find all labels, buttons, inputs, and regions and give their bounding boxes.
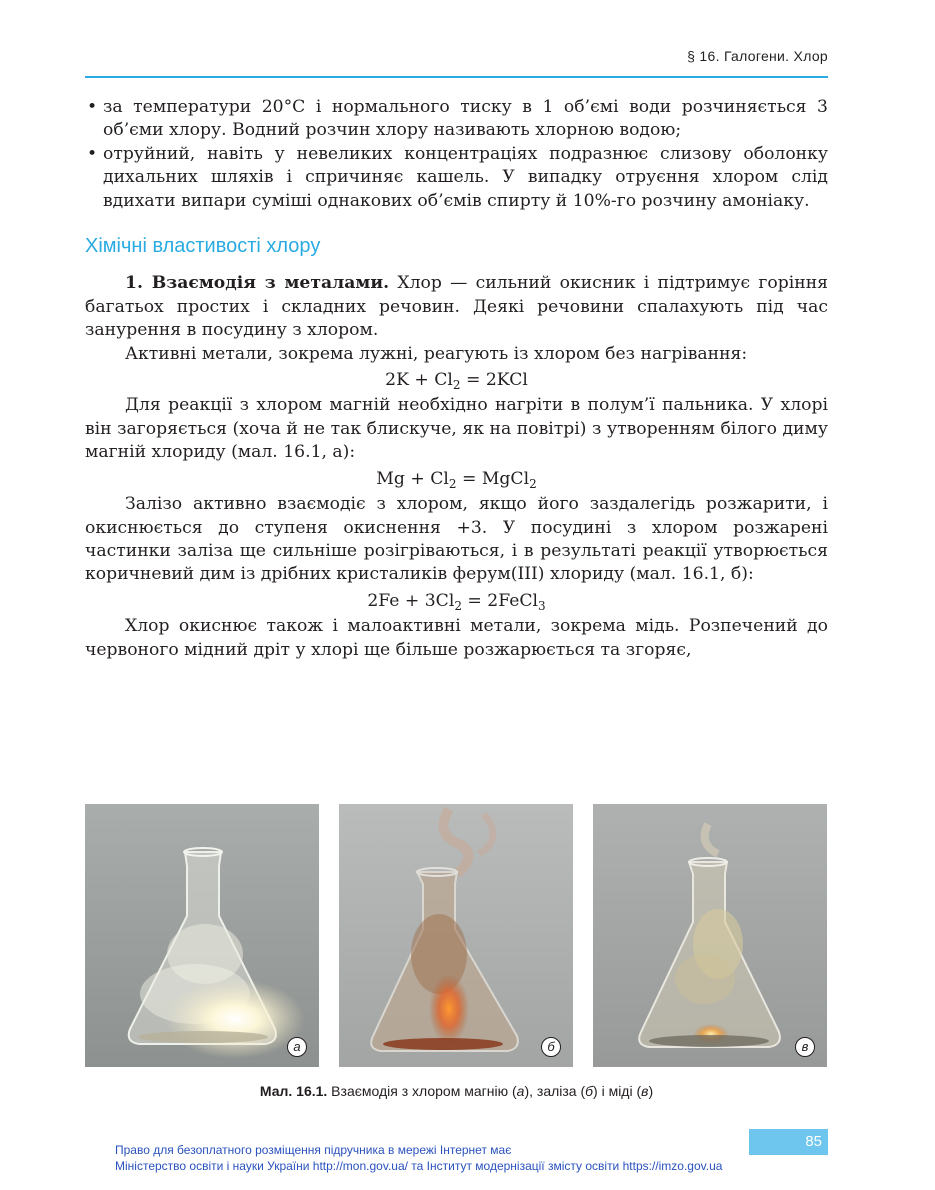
bullet-dot-icon: • xyxy=(87,97,98,117)
footer-line: Право для безоплатного розміщення підручника в мережі Інтернет має xyxy=(115,1143,512,1157)
photo-label: а xyxy=(287,1037,307,1057)
photo-label: в xyxy=(795,1037,815,1057)
paragraph xyxy=(85,272,828,342)
header-rule xyxy=(85,76,828,78)
section-title: Хімічні властивості хлору xyxy=(85,235,321,258)
flask-copper-icon xyxy=(593,804,827,1067)
footer-notice xyxy=(115,1142,722,1174)
equation: $Mg + Cl_2$ = MgCl$_2$ xyxy=(376,468,537,491)
photo-magnesium xyxy=(85,804,319,1067)
figure-caption: Мал. 16.1. Взаємодія з хлором магнію (а), заліза (б) і міді (в) xyxy=(259,1083,654,1099)
photo-copper xyxy=(593,804,827,1067)
flask-magnesium-icon xyxy=(85,804,319,1067)
figure-photos xyxy=(85,804,828,1067)
paragraph: Залізо активно взаємодіє з хлором, якщо його заздалегідь розжарити, і окиснюється до ступеня окиснення +3. У посудині з хлором розжарені частинки заліза ще сильніше розігріваються, і в результаті реакції утворюється коричневий дим із дрібних кристаликів ферум(ІІІ) хлориду (мал. 16.1, б): xyxy=(85,494,828,585)
bullet-item xyxy=(85,96,828,143)
paragraph: Для реакції з хлором магній необхідно нагріти в полум’ї пальника. У хлорі він загоряється (хоча й не так блискуче, як на повітрі) з утворенням білого диму магній хлориду (мал. 16.1, а): xyxy=(85,395,828,463)
paragraph: Хлор окиснює також і малоактивні метали, зокрема мідь. Розпечений до червоного мідний дріт у хлорі ще більше розжарюється та згоряє, xyxy=(85,616,828,660)
paragraph-lead: 1. Взаємодія з металами. xyxy=(125,273,390,294)
caption-number: Мал. 16.1. xyxy=(259,1083,328,1099)
equation: $2Fe + 3Cl_2$ = 2FeCl$_3$ xyxy=(367,590,546,613)
bullet-dot-icon: • xyxy=(87,143,98,164)
footer-line: Міністерство освіти і науки України http://mon.gov.ua/ та Інститут модернізації змісту освіти https://imzo.gov.ua xyxy=(115,1159,723,1173)
photo-iron xyxy=(339,804,573,1067)
photo-label: б xyxy=(541,1037,561,1057)
paragraph-text: Хлор — сильний окисник і підтримує горіння багатьох простих і складних речовин. Деякі речовини спалахують під час занурення в посудину з хлором. xyxy=(85,273,828,341)
page-number: 85 xyxy=(749,1129,828,1155)
bullet-text: за температури 20°C і нормального тиску в 1 об’ємі води розчиняється 3 об’єми хлору. Водний розчин хлору називають хлорною водою; xyxy=(103,97,828,141)
flask-iron-icon xyxy=(339,804,573,1067)
page-content xyxy=(85,96,828,662)
paragraph: Активні метали, зокрема лужні, реагують із хлором без нагрівання: xyxy=(125,343,748,364)
running-header: § 16. Галогени. Хлор xyxy=(687,48,828,64)
bullet-item xyxy=(85,143,828,213)
equation: $2K + Cl_2 = 2KCl$ xyxy=(385,370,528,393)
bullet-text: отруйний, навіть у невеликих концентраціях подразнює слизову оболонку дихальних шляхів і спричиняє кашель. У випадку отруєння хлором слід вдихати випари суміші однакових об’ємів спирту й 10%-го розчину амоніаку. xyxy=(103,143,828,211)
